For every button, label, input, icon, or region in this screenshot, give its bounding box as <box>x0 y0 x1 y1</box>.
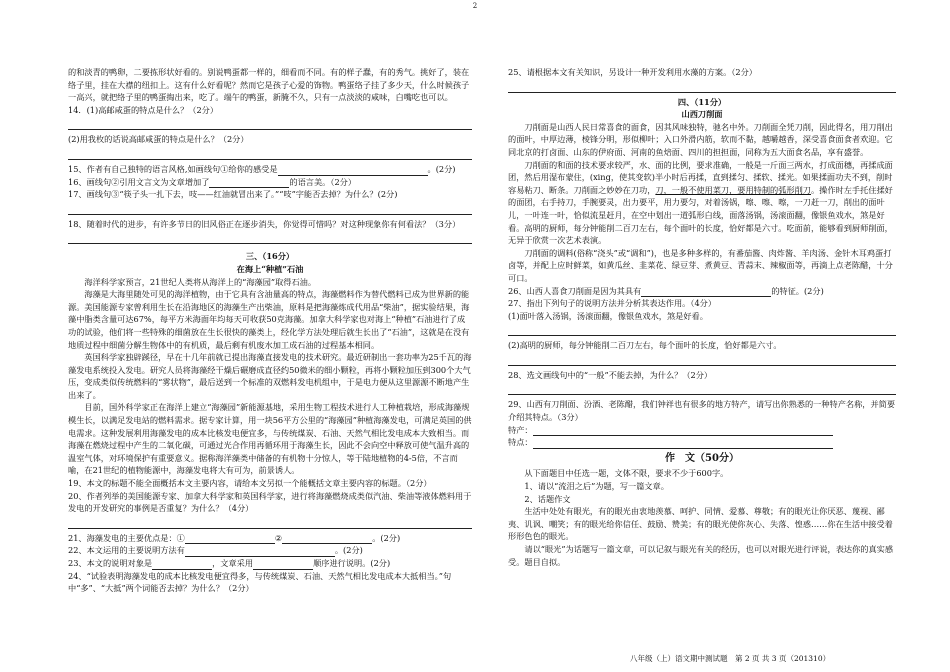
underlined-sentence: 刀，一般不使用菜刀，要用特制的弧形削刀 <box>655 184 811 195</box>
answer-line <box>68 118 472 130</box>
article-4-paragraph: 刀削面的调料(俗称“浇头”或“调和”)，也是多种多样的，有番茄酱、肉炸酱、羊肉汤、金针木耳鸡蛋打卤等，并配上应时鲜菜，如黄瓜丝、韭菜花、绿豆芽、煮黄豆、青蒜末、辣椒面等，再滴上点老陈醋，十分可口。 <box>508 247 893 283</box>
composition-option-2: 2、话题作文 <box>524 493 571 504</box>
question-25: 25、请根据本文有关知识，另设计一种开发利用水藻的方案。（2分） <box>508 67 757 77</box>
blank <box>533 426 833 436</box>
question-28: 28、选文画线句中的“一般”不能去掉，为什么？（2分） <box>508 369 713 380</box>
page-number: 2 <box>472 2 478 10</box>
question-27-2: (2)高明的厨师，每分钟能削二百刀左右，每个面叶的长度，恰好都是六寸。 <box>508 340 782 351</box>
specialty-name: 特产： <box>508 424 896 437</box>
question-14-1: 14．(1)高邮咸蛋的特点是什么？（2分） <box>68 104 219 115</box>
blank <box>253 560 313 570</box>
blank <box>278 166 428 176</box>
question-22: 22、本文运用的主要说明方法有 。(2分) <box>68 545 363 556</box>
specialty-features: 特点： <box>508 436 896 449</box>
composition-prompt: 生活中处处有眼光，有的眼光由衷地羡慕、呵护、同情、爱慕、尊敬；有的眼光让你厌恶、蔑视、鄙夷、讥讽、嘲笑；有的眼光给你信任、鼓励、赞美；有的眼光使你灰心、失落、惶惑……你在生活中接受着形形色色的眼光。 <box>508 506 893 542</box>
article-3-paragraph: 海藻是大海里随处可见的海洋植物，由于它具有含油量高的特点，海藻燃料作为替代燃料已成为世界新的能源。美国能源专家曾利用生长在沿海地区的海藻生产出柴油，原料是把海藻炼成代用品“柴油”，据实验结果，海藻中脂类含量可达67%，每平方米海面年均每天可收获50克海藻。加拿大科学家也对海上“种植”石油进行了成功的试验，他们将一些特殊的细菌放在生长很快的藻类上，经化学方法处理后就生长出了“石油”，这就是在没有地质过程中细菌分解生物体中的有机质，最后剩有机废水加工成石油的过程基本相同。 <box>68 289 470 350</box>
answer-line <box>68 517 472 529</box>
question-15: 15、作者有自己独特的语言风格,如画线句①给你的感受是 。(2分) <box>68 163 456 174</box>
question-29: 29、山西有刀削面、汾酒、老陈醋，我们钟祥也有很多的地方特产，请写出你熟悉的一种特产名称，并简要介绍其特点。（3分） <box>508 399 896 423</box>
question-21: 21、海藻发电的主要优点是：① ② 。(2分) <box>68 532 401 543</box>
question-19: 19、本文的标题不能全面概括本文主要内容，请给本文另拟一个能概括文章主要内容的标题。（2分） <box>68 478 432 489</box>
composition-option-1: 1、请以“流泪之后”为题，写一篇文章。 <box>524 481 669 492</box>
question-20: 20、作者列举的美国能源专家、加拿大科学家和英国科学家，进行将海藻燃烧成类似汽油、柴油等液体燃料用于发电的开发研究的事例是否重复？为什么？（4分） <box>68 490 472 514</box>
composition-requirement: 请以“眼光”为话题写一篇文章，可以记叙与眼光有关的经历，也可以对眼光进行评说，表达你的真实感受。题目自拟。 <box>508 544 894 567</box>
composition-instruction: 从下面题目中任选一题，文体不限，要求不少于600字。 <box>524 468 729 479</box>
question-17: 17、画线句③“筷子头一扎下去，吱——红油就冒出来了。”“吱”字能否去掉？为什么？(2分) <box>68 189 398 200</box>
answer-line <box>508 383 896 395</box>
article-4-paragraph: 刀削面的和面的技术要求较严，水、面的比例，要求准确，一般是一斤面三两水，打成面穗，再揉成面团，然后用湿布蒙住，(xing，使其变软)半小时后再揉，直到揉匀、揉软、揉光。如果揉面功夫不到，削时容易粘刀、断条。刀削面之妙妙在刀功，刀，一般不使用菜刀，要用特制的弧形削刀。操作时左手托住揉好的面团，右手持刀，手腕要灵，出力要平，用力要匀，对着汤锅，嚓、嚓、嚓，一刀赶一刀，削出的面叶儿，一叶连一叶，恰似流星赶月，在空中划出一道弧形白线，面落汤锅，汤滚面翻，像银鱼戏水，煞是好看。高明的厨师，每分钟能削二百刀左右，每个面叶的长度，恰好都是六寸。吃面前，能够看到厨师削面，无异于欣赏一次艺术表演。 <box>508 159 893 246</box>
question-27: 27、指出下列句子的说明方法并分析其表达作用。（4分） <box>508 298 717 309</box>
blank <box>282 534 372 544</box>
question-24: 24、“试验表明海藻发电的成本比核发电便宜得多，与传统煤炭、石油、天然气相比发电成本大抵相当。”句中“多”、“大抵”两个词能否去掉？为什么？（2分） <box>68 570 452 594</box>
article-3-paragraph: 海洋科学家预言，21世纪人类将从海洋上的“海藻园”取得石油。 <box>84 276 317 287</box>
blank <box>533 439 833 449</box>
section-3-heading: 三、（16分） <box>245 251 295 262</box>
blank <box>641 287 771 297</box>
section-4-heading: 四、（11分） <box>677 96 727 107</box>
article-3-paragraph: 目前，国外科学家正在海洋上建立“海藻园”新能源基地，采用生物工程技术进行人工种植栽培，形成海藻规模生长，以满足发电站的燃料需求。据专家计算，用一块56平方公里的“海藻园”种植海藻发电，可满足英国的供电需求。这种发展利用海藻发电的成本比核发电便宜多，与传统煤炭、石油、天然气相比发电成本大致相当。而海藻在燃烧过程中产生的二氧化碳，可通过光合作用再循环用于海藻生长，因此不会向空中释放可使气温升高的温室气体，对环境保护有重要意义。据称海洋藻类中储备的有机物十分惊人，等于陆地植物的4-5倍，不言而喻，在21世纪的植物能源中，海藻发电将大有可为，前景诱人。 <box>68 402 472 476</box>
question-26: 26、山西人喜食刀削面是因为其具有 的特征。(2分) <box>508 285 824 296</box>
answer-line <box>508 324 896 336</box>
composition-heading: 作 文（50分） <box>665 452 739 464</box>
blank <box>185 534 275 544</box>
question-16: 16、画线句②引用文言文为文章增加了 的语言美。（2分） <box>68 176 357 187</box>
passage-tail: 的和淡青的鸭卵，二要拣形状好看的。别说鸭蛋都一样的，细看而不同。有的样子蠢，有的秀气。挑好了，装在络子里，挂在大襟的纽扣上。这有什么好看呢？然而它是孩子心爱的饰物。鸭蛋络子挂了多少天，什么时候孩子一高兴，就把络子里的鸭蛋掏出来，吃了。端午的鸭蛋，新腌不久，只有一点淡淡的咸味，白嘴吃也可以。 <box>68 67 470 103</box>
article-3-title: 在海上“种植”石油 <box>236 263 304 274</box>
left-column <box>68 66 472 595</box>
article-4-paragraph: 刀削面是山西人民日常喜食的面食，因其风味独特，驰名中外。刀削面全凭刀削，因此得名，用刀削出的面叶，中厚边薄，棱锋分明，形似柳叶；入口外滑内筋，软而不黏，越嚼越香，深受喜食面食者欢迎。它同北京的打卤面、山东的伊府面、河南的鱼焙面、四川的担担面，同称为五大面食名品，享有盛誉。 <box>508 121 893 157</box>
blank <box>209 178 289 188</box>
question-23: 23、本文的说明对象是 ，文章采用 顺序进行说明。(2分) <box>68 558 391 568</box>
answer-line <box>68 232 472 244</box>
question-27-1: (1)面叶落入汤锅，汤滚面翻，像银鱼戏水，煞是好看。 <box>508 310 708 321</box>
question-14-2: (2)用我枚的话说高邮咸蛋的特点是什么？（2分） <box>68 134 249 145</box>
question-18: 18、随着时代的进步，有许多节日的旧风俗正在逐步消失，你觉得可惜吗？对这种现象你有何看法？（3分） <box>68 218 461 229</box>
answer-line <box>508 354 896 366</box>
blank <box>152 560 212 570</box>
article-3-paragraph: 英国科学家独辟蹊径，早在十几年前就已提出海藻直接发电的技术研究。最近研制出一套功率为25千瓦的海藻发电系统投入发电。研究人员将海藻经干燥后碾磨成直径约50微米的细小颗粒，再将小颗粒加压到300个大气压，变成类似传统燃料的“雾状物”，最后送到一个标准的双燃料发电机组中，于是电力便从这里源源不断地产生出来了。 <box>68 352 472 400</box>
answer-line <box>68 203 472 215</box>
answer-line <box>508 81 896 93</box>
blank <box>185 547 335 557</box>
right-column <box>508 66 896 568</box>
article-4-title: 山西刀削面 <box>681 109 723 120</box>
answer-line <box>68 148 472 160</box>
